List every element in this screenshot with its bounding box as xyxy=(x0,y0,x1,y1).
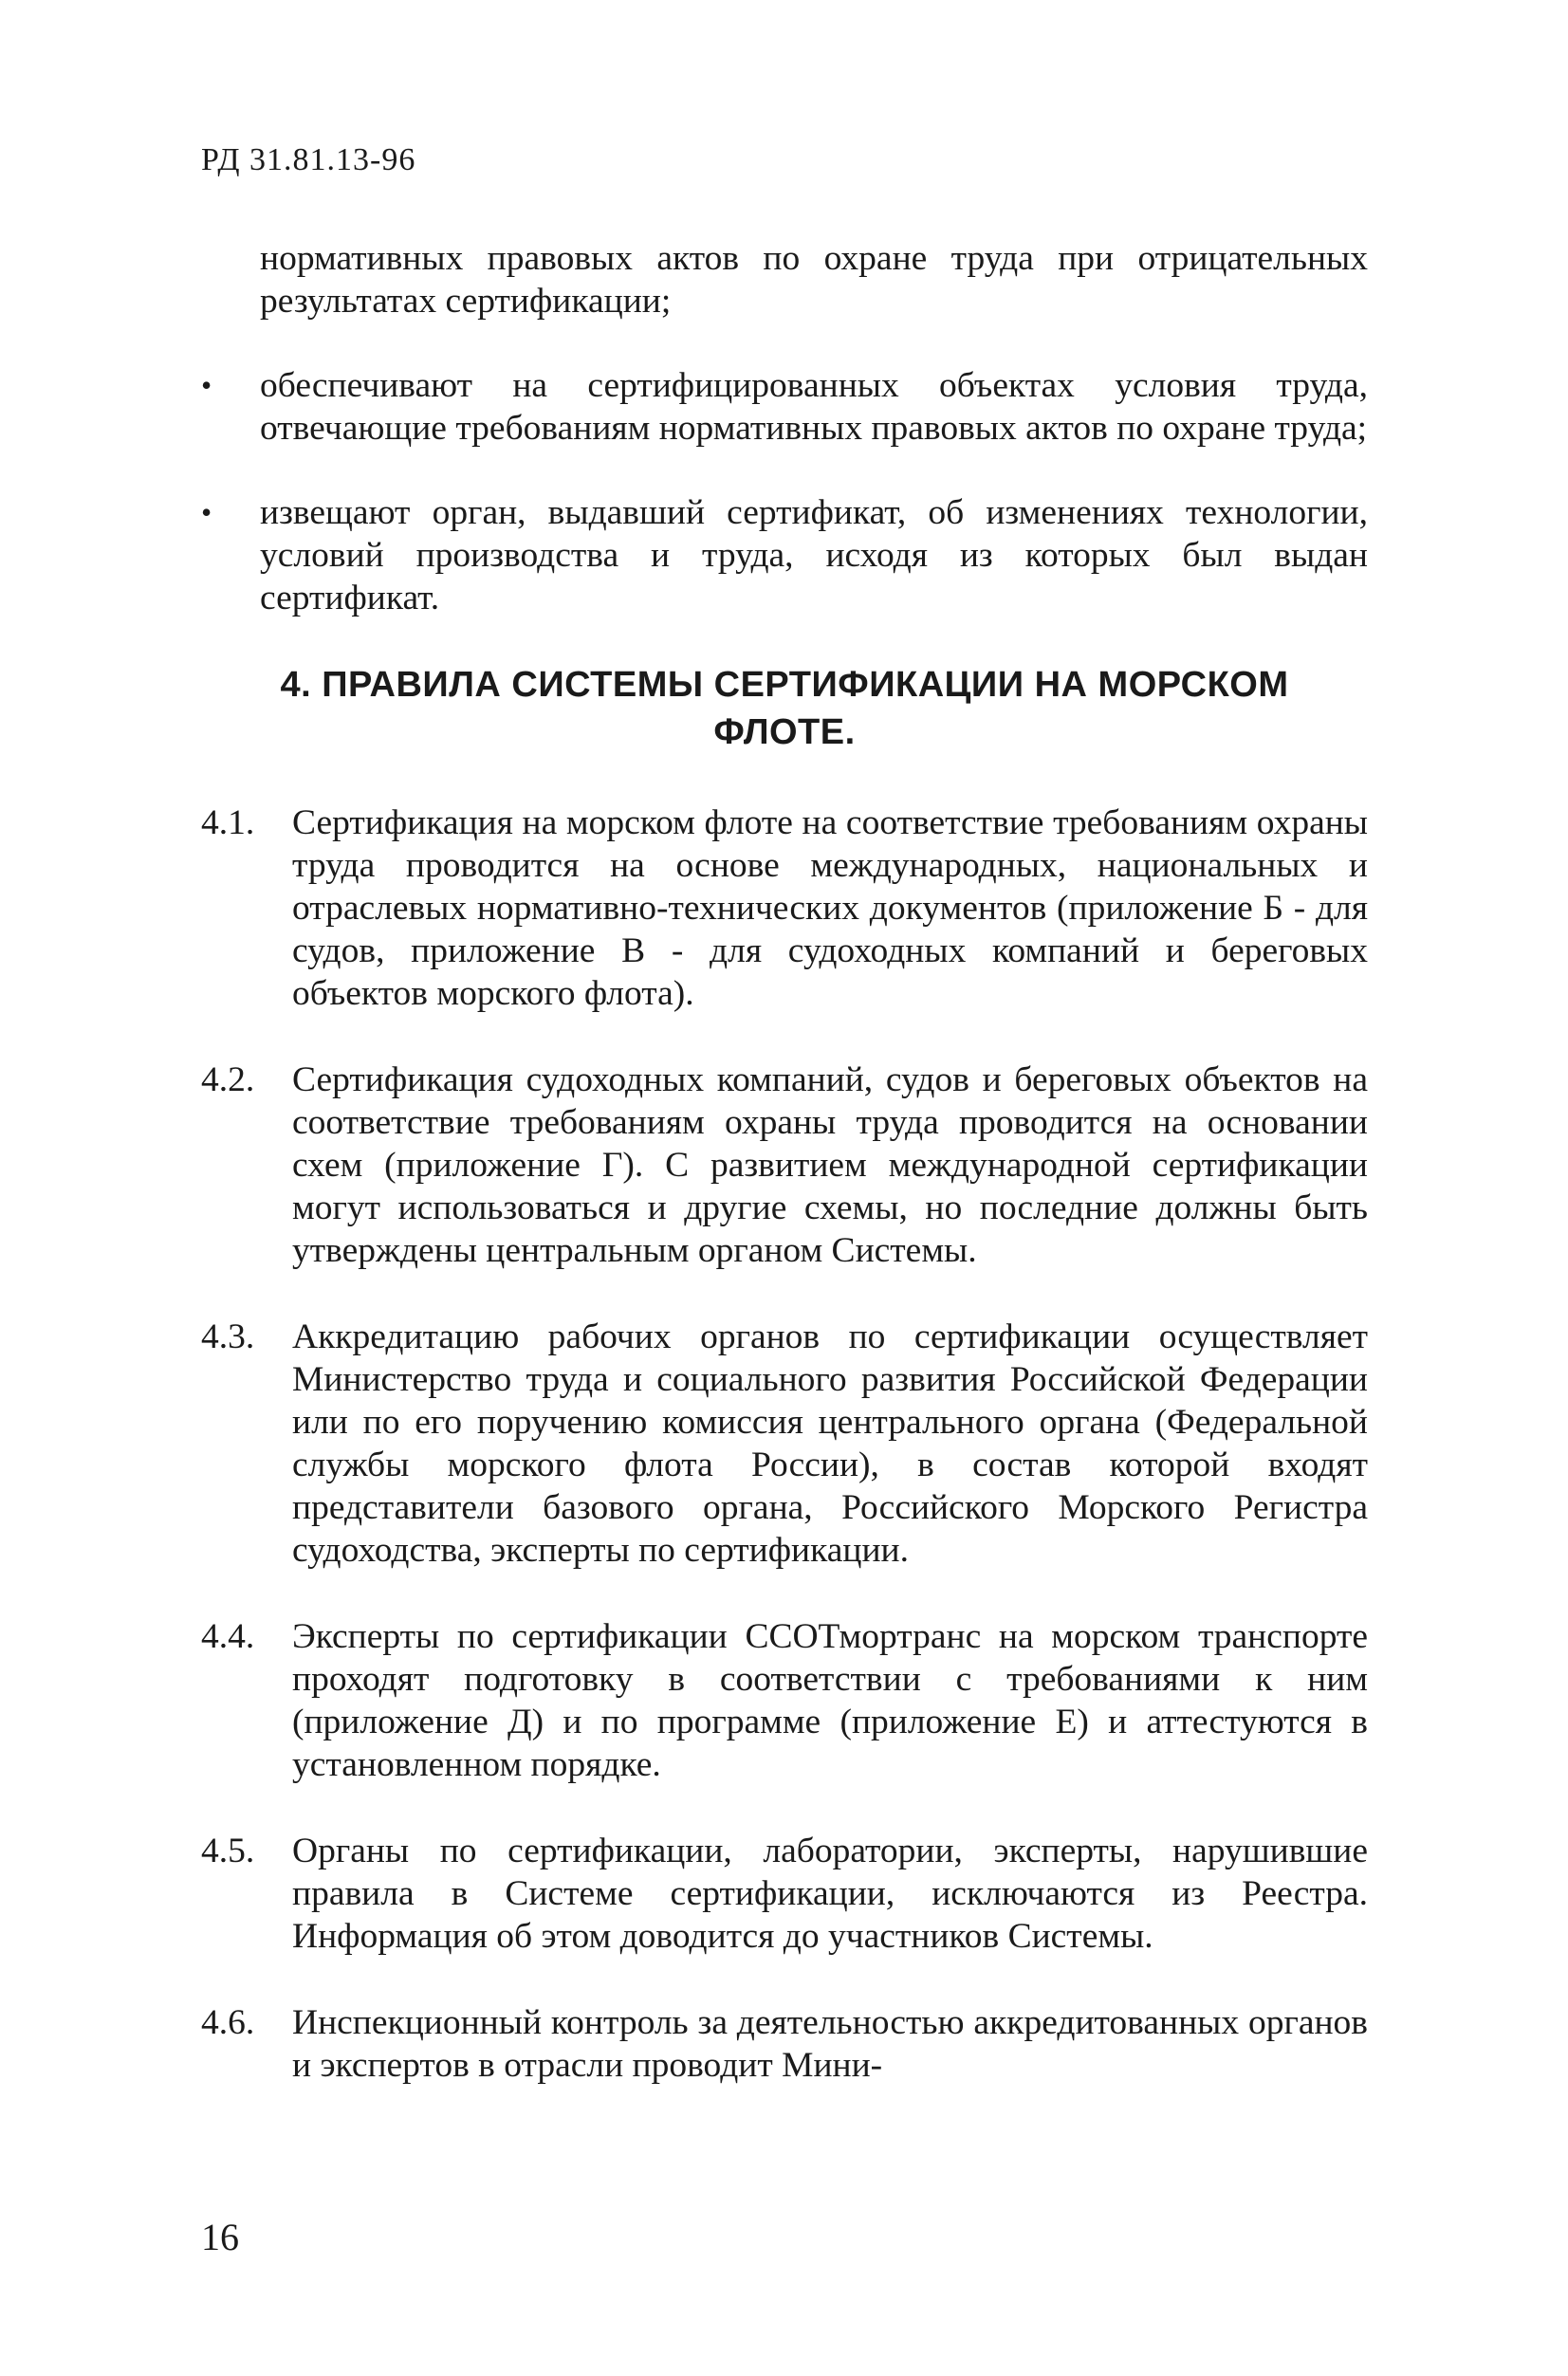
document-code: РД 31.81.13-96 xyxy=(201,142,416,177)
page-content xyxy=(201,237,1368,2130)
numbered-item-4-6 xyxy=(201,2001,1368,2087)
bullet-icon: • xyxy=(201,368,212,402)
continuation-paragraph: нормативных правовых актов по охране труда при отрицательных результатах сертификации; xyxy=(260,239,1368,321)
item-text: Органы по сертификации, лаборатории, эксперты, нарушившие правила в Системе сертификации, исключаются из Реестра. Информация об этом доводится до участников Системы. xyxy=(292,1832,1368,1956)
section-heading-line-1: 4. ПРАВИЛА СИСТЕМЫ СЕРТИФИКАЦИИ НА МОРСКОМ xyxy=(280,665,1289,705)
item-text: Инспекционный контроль за деятельностью аккредитованных органов и экспертов в отрасли проводит Мини- xyxy=(292,2003,1368,2085)
page-number: 16 xyxy=(201,2216,239,2258)
item-text: Эксперты по сертификации ССОТмортранс на морском транспорте проходят подготовку в соответствии с требованиями к ним (приложение Д) и по программе (приложение Е) и аттестуются в установленном порядке. xyxy=(292,1617,1368,1784)
item-number: 4.5. xyxy=(201,1832,255,1870)
section-heading-line-2: ФЛОТЕ. xyxy=(713,712,856,752)
item-text: Сертификация на морском флоте на соответствие требованиям охраны труда проводится на основе международных, национальных и отраслевых нормативно-технических документов (приложение Б - для судов, приложение В - для судоходных компаний и береговых объектов морского флота). xyxy=(292,803,1368,1013)
item-number: 4.6. xyxy=(201,2003,255,2042)
numbered-item-4-2 xyxy=(201,1059,1368,1272)
bullet-item xyxy=(201,491,1368,619)
numbered-item-4-3 xyxy=(201,1316,1368,1572)
bullet-item xyxy=(201,364,1368,450)
section-heading xyxy=(201,661,1368,756)
numbered-item-4-5 xyxy=(201,1830,1368,1958)
bullet-icon: • xyxy=(201,495,212,529)
item-number: 4.3. xyxy=(201,1317,255,1356)
bullet-text: извещают орган, выдавший сертификат, об изменениях технологии, условий производства и труда, исходя из которых был выдан сертификат. xyxy=(260,493,1368,617)
bullet-text: обеспечивают на сертифицированных объектах условия труда, отвечающие требованиям нормативных правовых актов по охране труда; xyxy=(260,366,1368,448)
item-text: Сертификация судоходных компаний, судов и береговых объектов на соответствие требованиям охраны труда проводится на основании схем (приложение Г). С развитием международной сертификации могут использоваться и другие схемы, но последние должны быть утверждены центральным органом Системы. xyxy=(292,1060,1368,1270)
numbered-item-4-1 xyxy=(201,801,1368,1015)
item-text: Аккредитацию рабочих органов по сертификации осуществляет Министерство труда и социального развития Российской Федерации или по его поручению комиссия центрального органа (Федеральной службы морского флота России), в состав которой входят представители базового органа, Российского Морского Регистра судоходства, эксперты по сертификации. xyxy=(292,1317,1368,1570)
numbered-item-4-4 xyxy=(201,1615,1368,1786)
item-number: 4.1. xyxy=(201,803,255,842)
item-number: 4.4. xyxy=(201,1617,255,1656)
item-number: 4.2. xyxy=(201,1060,255,1099)
